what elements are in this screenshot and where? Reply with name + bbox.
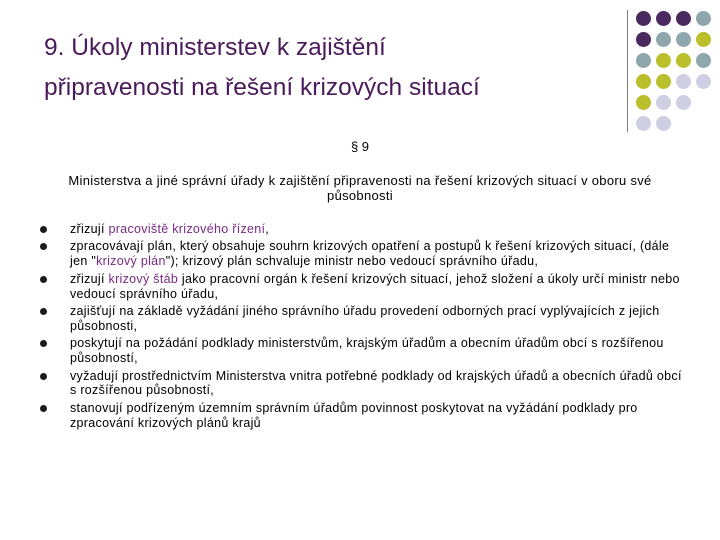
list-text: zřizují (70, 222, 109, 236)
list-item (40, 369, 690, 399)
list-item (40, 401, 690, 431)
intro-text: Ministerstva a jiné správní úřady k zajištění připravenosti na řešení krizových situací v oboru své působnosti (68, 173, 652, 203)
list-item (40, 272, 690, 302)
decor-dot (676, 32, 691, 47)
list-text: poskytují na požádání podklady ministerstvům, krajským úřadům a obecním úřadům obcí s rozšířenou působností, (70, 336, 664, 366)
list-text: zajišťují na základě vyžádání jiného správního úřadu provedení odborných prací vyplývajících z jejich působnosti, (70, 304, 660, 333)
decor-dot (696, 32, 711, 47)
bullet-icon (40, 308, 47, 315)
list-text: , (265, 222, 270, 236)
list-item (40, 222, 690, 237)
bullet-icon (40, 373, 47, 380)
decor-dot (676, 11, 691, 26)
list-text: jako pracovní orgán k řešení krizových situací, jehož složení a úkoly určí ministr nebo vedoucí správního úřadu, (70, 271, 680, 301)
decor-dot (676, 95, 691, 110)
decor-dot (636, 32, 651, 47)
slide-title (44, 28, 614, 108)
decor-dot (636, 53, 651, 68)
highlighted-term: krizový štáb (108, 271, 179, 286)
section-heading: § 9 (350, 139, 370, 154)
highlighted-term: krizový plán (96, 254, 166, 269)
decor-dot (696, 53, 711, 68)
decor-dot (656, 32, 671, 47)
bullet-icon (40, 226, 47, 233)
highlighted-term: pracoviště krizového řízení (108, 222, 266, 236)
title-number: 9. (44, 34, 65, 61)
decor-dot (656, 11, 671, 26)
list-text: stanovují podřízeným územním správním úřadům povinnost poskytovat na vyžádání podklady pro zpracování krizových plánů krajů (70, 400, 638, 430)
list-item (40, 239, 690, 269)
decor-dot (676, 74, 691, 89)
decor-dot (636, 116, 651, 131)
decor-dot (656, 53, 671, 68)
bullet-icon (40, 405, 47, 412)
decor-dot (696, 74, 711, 89)
decor-dot (636, 74, 651, 89)
decor-dot (656, 95, 671, 110)
bullet-icon (40, 340, 47, 347)
decor-dot (636, 95, 651, 110)
bullet-icon (40, 243, 47, 250)
list-text: zřizují (70, 271, 109, 286)
list-text: vyžadují prostřednictvím Ministerstva vnitra potřebné podklady od krajských úřadů a obecních úřadů obcí s rozšířenou působností, (70, 368, 682, 398)
decor-dot (656, 116, 671, 131)
decor-dot (696, 11, 711, 26)
list-text: zpracovávají plán, který obsahuje souhrn krizových opatření a postupů k řešení krizových situací, (dále jen " (70, 239, 670, 269)
title-line-2: připravenosti na řešení krizových situací (44, 74, 480, 101)
list-item (40, 336, 690, 366)
title-line-1: Úkoly ministerstev k zajištění (64, 34, 386, 61)
decor-divider (627, 10, 628, 132)
decor-dot (636, 11, 651, 26)
bullet-icon (40, 276, 47, 283)
decor-dot (656, 74, 671, 89)
list-text: "); krizový plán schvaluje ministr nebo vedoucí správního úřadu, (165, 254, 539, 269)
duty-list (40, 222, 690, 433)
decor-dot (676, 53, 691, 68)
list-item (40, 304, 690, 334)
